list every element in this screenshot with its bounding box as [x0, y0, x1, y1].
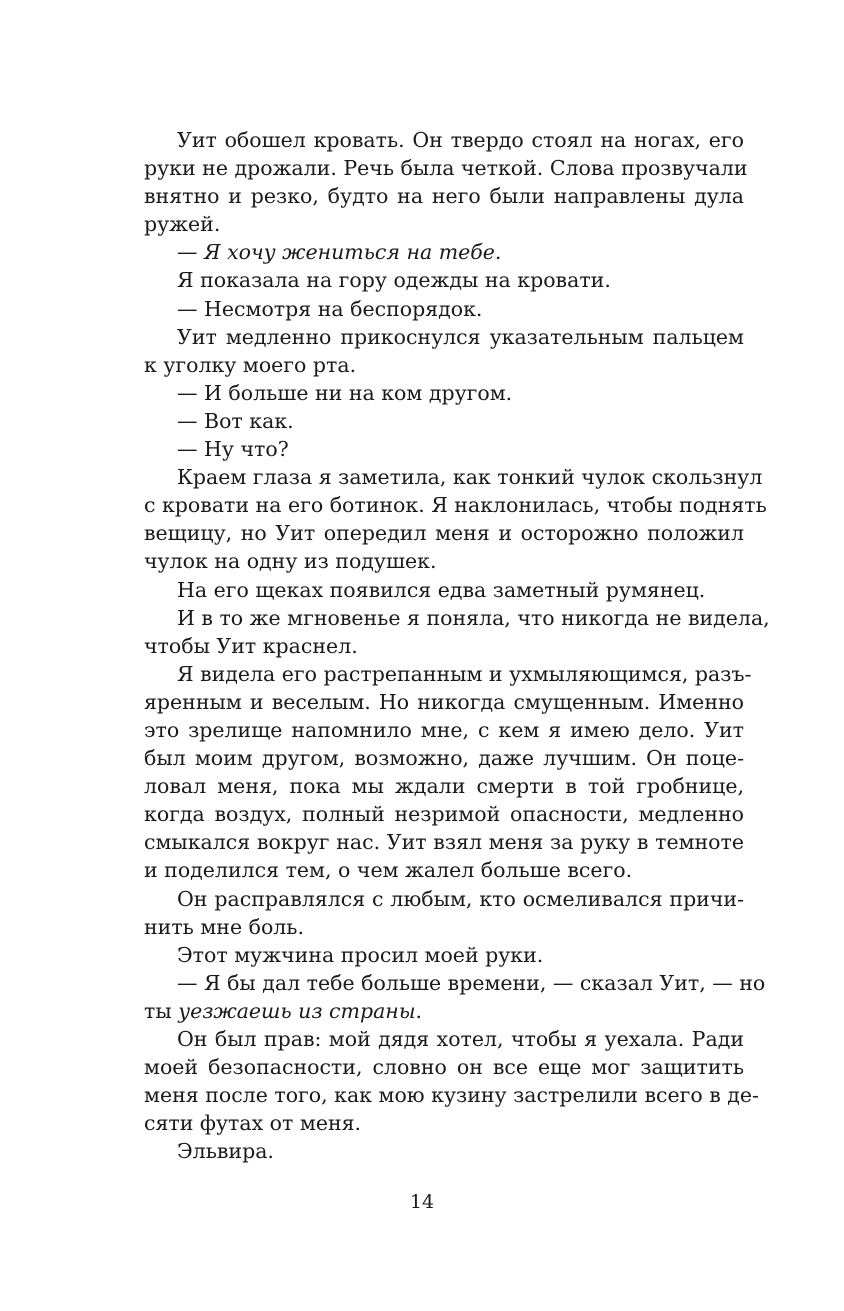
page-body — [144, 126, 770, 1165]
italic-text: уезжаешь из страны — [178, 998, 416, 1023]
text-line — [144, 238, 744, 266]
text-line: к уголку моего рта. — [144, 352, 357, 377]
text-line: Уит медленно прикоснулся указательным пальцем — [177, 324, 744, 349]
text-line: и поделился тем, о чем жалел больше всего. — [144, 858, 633, 883]
text-line: — Вот как. — [177, 408, 294, 433]
text-line: внятно и резко, будто на него были направлены дула — [144, 184, 744, 209]
text-line: вещицу, но Уит опередил меня и осторожно положил — [144, 521, 744, 546]
text-line: когда воздух, полный незримой опасности, медленно — [144, 802, 744, 827]
text-line: Он был прав: мой дядя хотел, чтобы я уехала. Ради — [177, 1027, 744, 1051]
italic-text: Я хочу жениться на тебе. — [204, 240, 502, 265]
text-line: Уит обошел кровать. Он твердо стоял на ногах, его — [177, 128, 744, 152]
plain-text: ты — [144, 998, 179, 1023]
text-line: смыкался вокруг нас. Уит взял меня за руку в темноте — [144, 830, 744, 855]
text-line: Я показала на гору одежды на кровати. — [177, 268, 611, 293]
text-line: Краем глаза я заметила, как тонкий чулок скользнул — [177, 465, 763, 490]
text-line: И в то же мгновенье я поняла, что никогда не видела, — [177, 605, 770, 630]
text-line: Эльвира. — [177, 1139, 274, 1164]
text-line: На его щеках появился едва заметный румянец. — [177, 577, 706, 602]
text-line: чтобы Уит краснел. — [144, 633, 358, 658]
text-line: был моим другом, возможно, даже лучшим. Он поце- — [144, 746, 744, 771]
text-line: яренным и веселым. Но никогда смущенным. Именно — [144, 689, 744, 714]
text-line: Я видела его растрепанным и ухмыляющимся, разъ- — [177, 661, 752, 686]
text-line — [144, 997, 744, 1025]
text-line: руки не дрожали. Речь была четкой. Слова прозвучали — [144, 156, 748, 181]
text-line: Он расправлялся с любым, кто осмеливался причи- — [177, 886, 744, 911]
text-line: — И больше ни на ком другом. — [177, 380, 513, 405]
text-line: моей безопасности, словно он все еще мог защитить — [144, 1055, 744, 1080]
text-line: — Я бы дал тебе больше времени, — сказал Уит, — но — [177, 970, 766, 995]
text-line: ружей. — [144, 212, 221, 237]
text-line: чулок на одну из подушек. — [144, 549, 437, 574]
text-line: — Ну что? — [177, 437, 289, 462]
text-line: — Несмотря на беспорядок. — [177, 296, 483, 321]
text-line: с кровати на его ботинок. Я наклонилась, чтобы поднять — [144, 493, 767, 518]
text-line: нить мне боль. — [144, 914, 304, 939]
text-line: Этот мужчина просил моей руки. — [177, 942, 544, 967]
text-line: меня после того, как мою кузину застрелили всего в де- — [144, 1083, 759, 1108]
text-line: это зрелище напомнило мне, с кем я имею дело. Уит — [144, 717, 744, 742]
dialogue-dash: — — [177, 240, 205, 265]
plain-text: . — [415, 998, 423, 1023]
page-number: 14 — [409, 1191, 435, 1213]
text-line: сяти футах от меня. — [144, 1111, 362, 1136]
text-line: ловал меня, пока мы ждали смерти в той гробнице, — [144, 774, 744, 799]
